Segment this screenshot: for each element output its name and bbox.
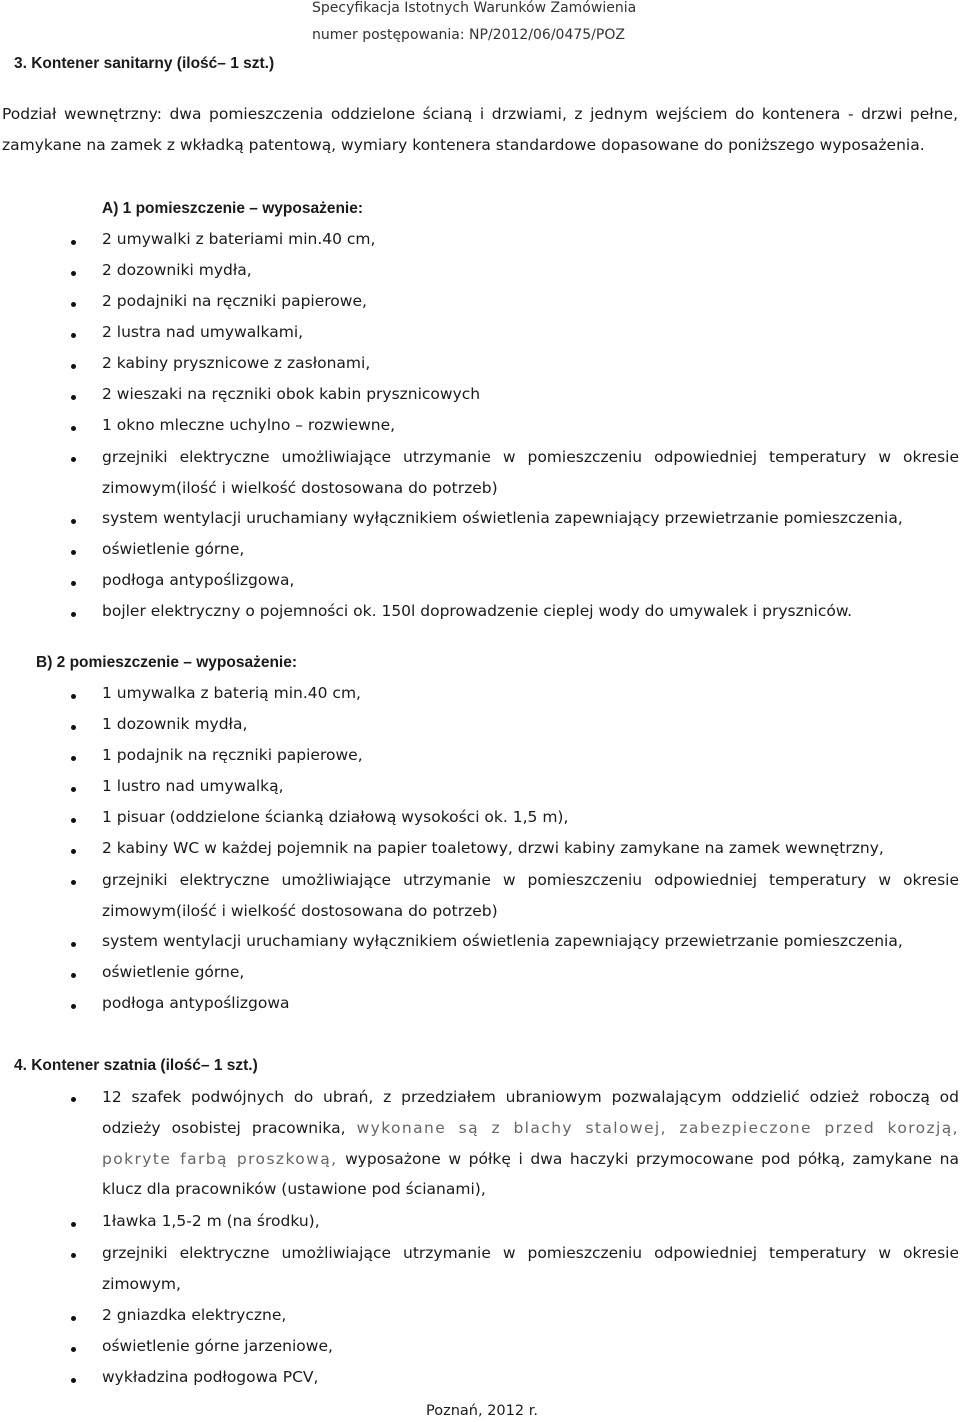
list-item: bojler elektryczny o pojemności ok. 150l doprowadzenie cieplej wody do umywalek i pryszniców. [102, 602, 853, 620]
list-item: system wentylacji uruchamiany wyłącznikiem oświetlenia zapewniający przewietrzanie pomieszczenia, [102, 932, 903, 950]
bullet-icon [71, 694, 76, 699]
bullet-icon [71, 880, 76, 885]
bullet-icon [71, 1316, 76, 1321]
list-item: 1 umywalka z baterią min.40 cm, [102, 684, 361, 702]
bullet-icon [71, 240, 76, 245]
list-item: 1ławka 1,5-2 m (na środku), [102, 1212, 320, 1230]
bullet-icon [71, 581, 76, 586]
list-item: 2 umywalki z bateriami min.40 cm, [102, 230, 376, 248]
bullet-icon [71, 333, 76, 338]
bullet-icon [71, 756, 76, 761]
locker-fittings: wyposażone w półkę i dwa haczyki przymocowane pod półką, zamykane na klucz dla pracowników (ustawione pod ścianami), [102, 1149, 960, 1199]
list-item: grzejniki elektryczne umożliwiające utrzymanie w pomieszczeniu odpowiedniej temperatury w okresie zimowym(ilość i wielkość dostosowana do potrzeb) [102, 871, 959, 920]
bullet-icon [71, 426, 76, 431]
locker-material: wykonane są z blachy stalowej, zabezpieczone przed korozją, pokryte farbą proszkową, [102, 1118, 959, 1168]
list-item: 1 podajnik na ręczniki papierowe, [102, 746, 363, 764]
section-3-intro: Podział wewnętrzny: dwa pomieszczenia oddzielone ścianą i drzwiami, z jednym wejściem do kontenera - drzwi pełne, zamykane na zamek z wkładką patentową, wymiary kontenera standardowe dopasowane do poniższego wyposażenia. [2, 105, 958, 154]
list-item: podłoga antypoślizgowa, [102, 571, 295, 589]
room-a-title: A) 1 pomieszczenie – wyposażenie: [102, 200, 364, 217]
list-item: system wentylacji uruchamiany wyłącznikiem oświetlenia zapewniający przewietrzanie pomieszczenia, [102, 509, 903, 527]
bullet-icon [71, 1097, 76, 1102]
list-item: 2 lustra nad umywalkami, [102, 323, 304, 341]
list-item: podłoga antypoślizgowa [102, 994, 290, 1012]
list-item: 1 okno mleczne uchylno – rozwiewne, [102, 416, 396, 434]
bullet-icon [71, 1253, 76, 1258]
bullet-icon [71, 787, 76, 792]
list-item: 1 pisuar (oddzielone ścianką działową wysokości ok. 1,5 m), [102, 808, 569, 826]
header-spec-title: Specyfikacja Istotnych Warunków Zamówienia [312, 0, 637, 16]
bullet-icon [71, 457, 76, 462]
bullet-icon [71, 1347, 76, 1352]
list-item: oświetlenie górne jarzeniowe, [102, 1337, 333, 1355]
section-3-title: 3. Kontener sanitarny (ilość– 1 szt.) [14, 55, 275, 72]
bullet-icon [71, 818, 76, 823]
bullet-icon [71, 302, 76, 307]
header-case-number: numer postępowania: NP/2012/06/0475/POZ [312, 27, 625, 43]
locker-description: 12 szafek podwójnych do ubrań, z przedziałem ubraniowym pozwalającym oddzielić odzież roboczą od odzieży osobistej pracownika, [102, 1088, 959, 1137]
bullet-icon [71, 725, 76, 730]
list-item: grzejniki elektryczne umożliwiające utrzymanie w pomieszczeniu odpowiedniej temperatury w okresie zimowym, [102, 1244, 959, 1293]
list-item: 1 dozownik mydła, [102, 715, 248, 733]
bullet-icon [71, 849, 76, 854]
bullet-icon [71, 942, 76, 947]
bullet-icon [71, 1222, 76, 1227]
list-item [102, 1082, 959, 1205]
list-item: oświetlenie górne, [102, 540, 245, 558]
bullet-icon [71, 519, 76, 524]
bullet-icon [71, 1004, 76, 1009]
list-item: wykładzina podłogowa PCV, [102, 1368, 319, 1386]
list-item: 2 kabiny WC w każdej pojemnik na papier toaletowy, drzwi kabiny zamykane na zamek wewnętrzny, [102, 839, 884, 857]
bullet-icon [71, 1378, 76, 1383]
list-item: oświetlenie górne, [102, 963, 245, 981]
list-item: 2 wieszaki na ręczniki obok kabin prysznicowych [102, 385, 481, 403]
list-item: grzejniki elektryczne umożliwiające utrzymanie w pomieszczeniu odpowiedniej temperatury w okresie zimowym(ilość i wielkość dostosowana do potrzeb) [102, 448, 959, 497]
bullet-icon [71, 550, 76, 555]
list-item: 1 lustro nad umywalką, [102, 777, 284, 795]
bullet-icon [71, 395, 76, 400]
list-item: 2 kabiny prysznicowe z zasłonami, [102, 354, 371, 372]
list-item: 2 dozowniki mydła, [102, 261, 252, 279]
bullet-icon [71, 973, 76, 978]
bullet-icon [71, 271, 76, 276]
room-b-title: B) 2 pomieszczenie – wyposażenie: [36, 654, 298, 671]
footer-place-date: Poznań, 2012 r. [426, 1403, 538, 1419]
list-item: 2 podajniki na ręczniki papierowe, [102, 292, 367, 310]
list-item: 2 gniazdka elektryczne, [102, 1306, 287, 1324]
bullet-icon [71, 612, 76, 617]
bullet-icon [71, 364, 76, 369]
section-4-title: 4. Kontener szatnia (ilość– 1 szt.) [14, 1057, 258, 1074]
